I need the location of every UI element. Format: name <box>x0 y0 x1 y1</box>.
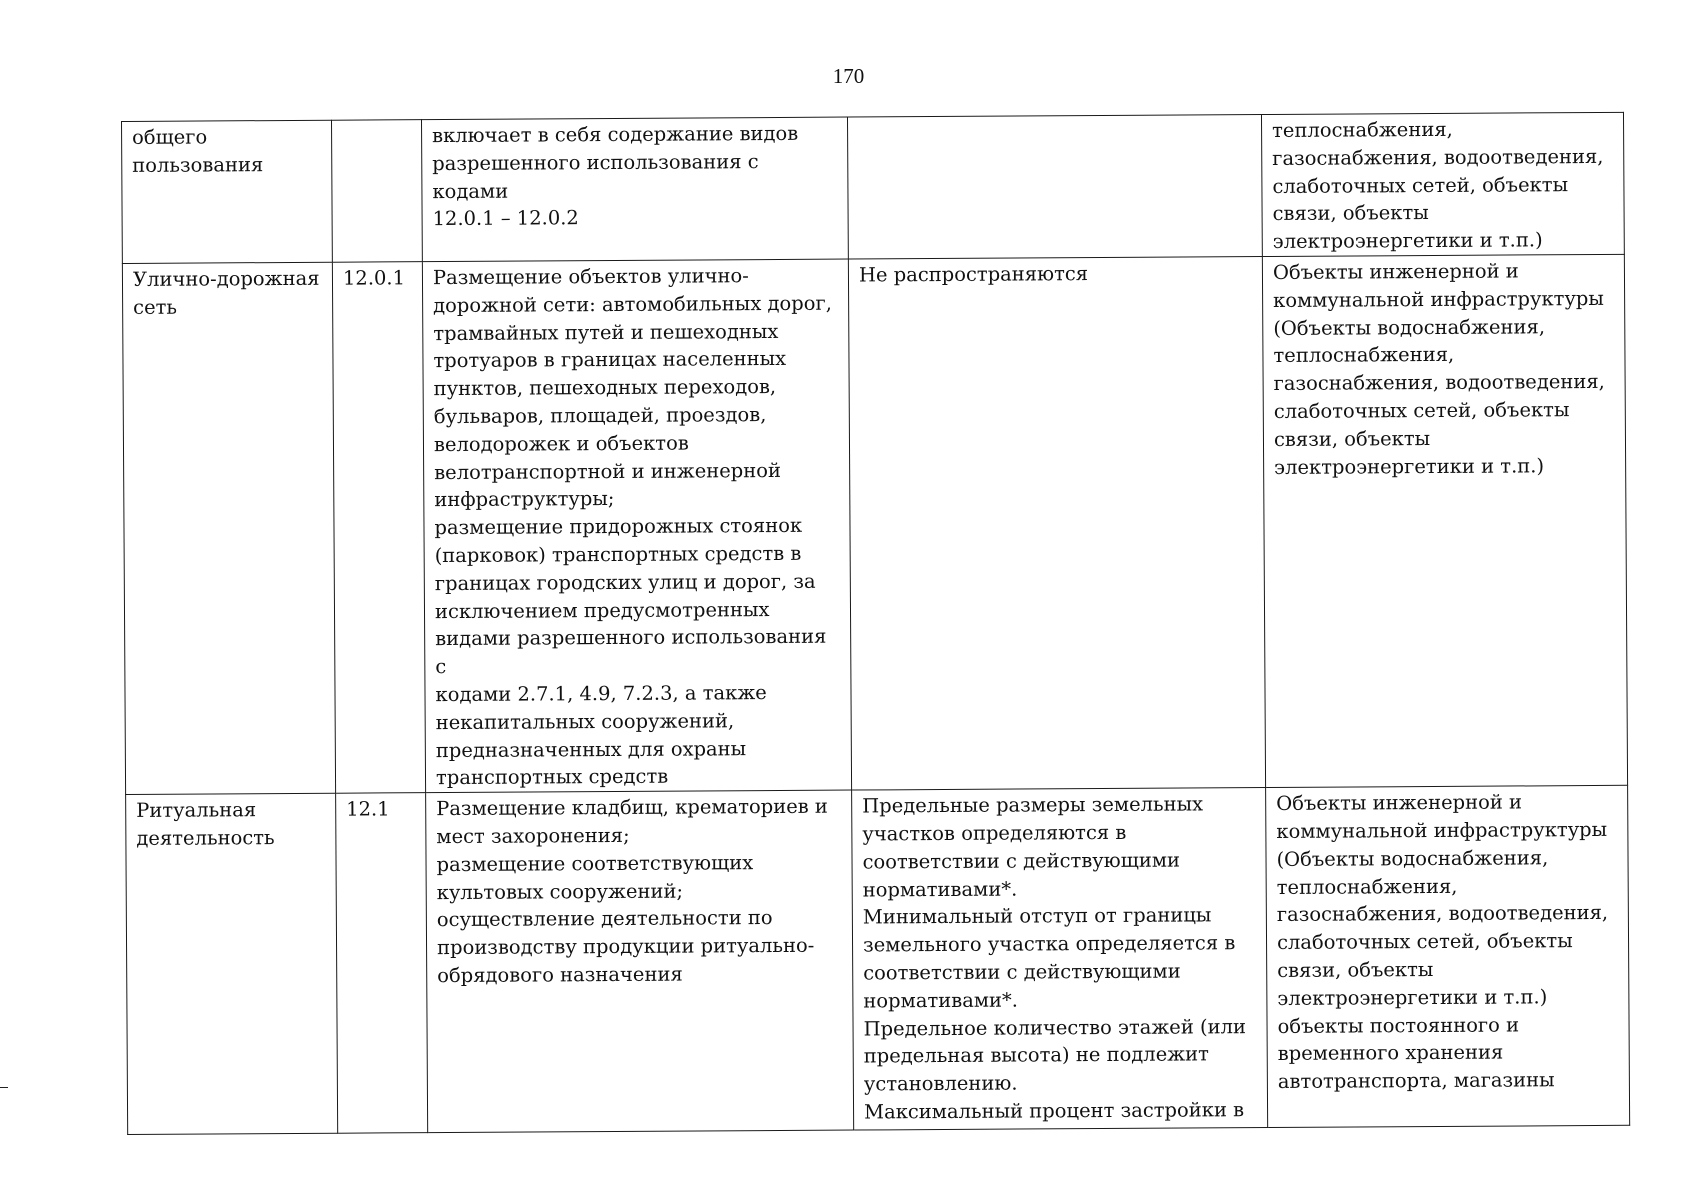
scan-margin-mark <box>0 1087 8 1088</box>
use-name-cell: общего пользования <box>122 120 333 263</box>
use-code-cell: 12.0.1 <box>332 262 425 794</box>
use-description-cell: Размещение кладбищ, крематориев и мест захоронения; размещение соответствующих культовых сооружений; осуществление деятельности по производству продукции ритуально- обрядового назначения <box>426 790 854 1133</box>
auxiliary-uses-cell: Объекты инженерной и коммунальной инфраструктуры (Объекты водоснабжения, теплоснабжения, газоснабжения, водоотведения, слаботочных сетей, объекты связи, объекты электроэнергетики и т.п.) объекты постоянного и временного хранения автотранспорта, магазины <box>1266 785 1630 1127</box>
table-row <box>122 254 1627 794</box>
use-code-cell <box>331 120 422 263</box>
table-row <box>122 112 1625 263</box>
land-use-table <box>121 112 1630 1135</box>
use-parameters-cell: Предельные размеры земельных участков определяются в соответствии с действующими нормативами*. Минимальный отступ от границы земельного участка определяется в соответствии с действующими нормативами*. Предельное количество этажей (или предельная высота) не подлежит установлению. Максимальный процент застройки в <box>852 788 1268 1131</box>
use-parameters-cell: Не распространяются <box>848 257 1265 791</box>
use-parameters-cell <box>847 115 1262 260</box>
auxiliary-uses-cell: теплоснабжения, газоснабжения, водоотведения, слаботочных сетей, объекты связи, объекты электроэнергетики и т.п.) <box>1261 112 1624 256</box>
page-number: 170 <box>832 64 865 88</box>
use-description-cell: Размещение объектов улично- дорожной сети: автомобильных дорог, трамвайных путей и пешеходных тротуаров в границах населенных пунктов, пешеходных переходов, бульваров, площадей, проездов, велодорожек и объектов велотранспортной и инженерной инфраструктуры; размещение придорожных стоянок (парковок) транспортных средств в границах городских улиц и дорог, за исключением предусмотренных видами разрешенного использования с кодами 2.7.1, 4.9, 7.2.3, а также некапитальных сооружений, предназначенных для охраны транспортных средств <box>422 259 851 793</box>
table-row <box>126 785 1630 1134</box>
auxiliary-uses-cell: Объекты инженерной и коммунальной инфраструктуры (Объекты водоснабжения, теплоснабжения, газоснабжения, водоотведения, слаботочных сетей, объекты связи, объекты электроэнергетики и т.п.) <box>1262 254 1627 787</box>
use-code-cell: 12.1 <box>336 793 428 1134</box>
use-name-cell: Улично-дорожная сеть <box>122 262 335 794</box>
use-description-cell: включает в себя содержание видов разрешенного использования с кодами 12.0.1 – 12.0.2 <box>421 117 848 262</box>
use-name-cell: Ритуальная деятельность <box>126 793 338 1134</box>
